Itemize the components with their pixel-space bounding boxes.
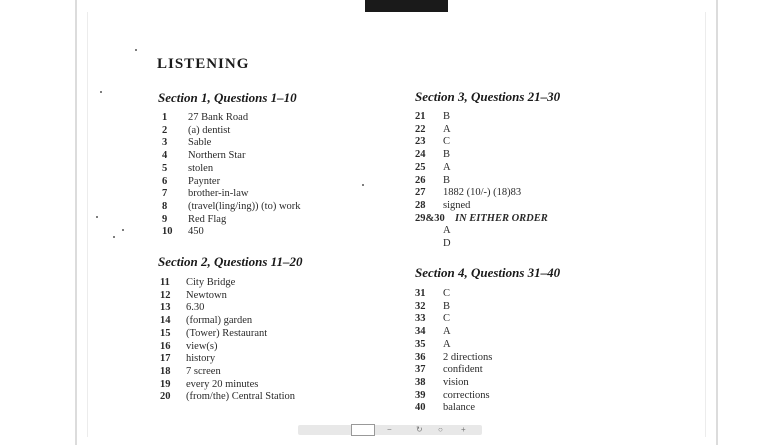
answer-row: 22 A [415,123,451,135]
answer-row: 16 view(s) [160,340,218,352]
section-2-answers [160,277,295,404]
answer-row: A [443,225,451,237]
answer-row: 31 C [415,288,451,299]
answer-row: 4 Northern Star [162,150,246,162]
document-viewer[interactable] [0,12,768,433]
answer-row: 26 B [415,174,451,186]
answer-row: 20 (from/the) Central Station [160,391,296,403]
answer-row: 27 1882 (10/-) (18)83 [415,187,522,199]
page-number-input[interactable] [351,424,375,436]
scan-speck [96,216,98,218]
answer-row: 11 City Bridge [160,277,236,288]
answer-row: 24 B [415,149,451,161]
answer-row: 18 7 screen [160,365,221,377]
answer-row: 17 history [160,353,216,365]
answer-row: 15 (Tower) Restaurant [160,327,268,339]
answer-row: 37 confident [415,364,483,376]
answer-row: 21 B [415,111,451,122]
answer-row: 5 stolen [162,162,214,174]
answer-row: 3 Sable [162,137,212,149]
answer-row: 23 C [415,136,451,148]
answer-row: 38 vision [415,376,469,388]
zoom-out-icon[interactable]: − [387,425,392,434]
page-header-tab [365,0,448,12]
section-3-answers [415,111,548,251]
section-1-answers [162,112,301,239]
scan-speck [122,229,124,231]
answer-row: D [443,238,451,250]
scan-speck [100,91,102,93]
answer-row: 19 every 20 minutes [160,378,259,390]
answer-row: 8 (travel(ling/ing)) (to) work [162,200,301,212]
answer-row: 40 balance [415,402,476,414]
answer-row: 12 Newtown [160,289,227,301]
answer-row: 34 A [415,326,451,338]
answer-row: 13 6.30 [160,302,205,314]
answer-row: 14 (formal) garden [160,315,253,327]
answer-row: 25 A [415,161,451,173]
rotate-icon[interactable]: ↻ [416,425,423,434]
answer-row: 1 27 Bank Road [162,112,249,123]
answer-row: 6 Paynter [162,175,221,187]
page-navigation [298,425,482,435]
answer-row-either-order: 29&30 IN EITHER ORDER [415,212,548,224]
section-2-heading: Section 2, Questions 11–20 [158,254,303,269]
answer-row: 28 signed [415,199,471,211]
section-1-heading: Section 1, Questions 1–10 [158,90,297,105]
answer-row: 7 brother-in-law [162,188,249,200]
answer-row: 32 B [415,300,451,312]
answer-row: 9 Red Flag [162,213,227,225]
scan-speck [135,49,137,51]
fit-page-icon[interactable]: ○ [438,425,443,434]
scan-speck [113,236,115,238]
section-4-heading: Section 4, Questions 31–40 [415,265,561,280]
answer-row: 39 corrections [415,389,490,401]
section-3-heading: Section 3, Questions 21–30 [415,89,561,104]
answer-row: 2 (a) dentist [162,124,231,136]
zoom-in-icon[interactable]: + [461,425,466,434]
scan-speck [362,184,364,186]
answer-row: 33 C [415,313,451,325]
answer-row: 35 A [415,338,451,350]
page-title: LISTENING [157,56,250,72]
answer-row: 36 2 directions [415,351,493,363]
answer-row: 10 450 [162,226,204,238]
section-4-answers [415,288,492,415]
